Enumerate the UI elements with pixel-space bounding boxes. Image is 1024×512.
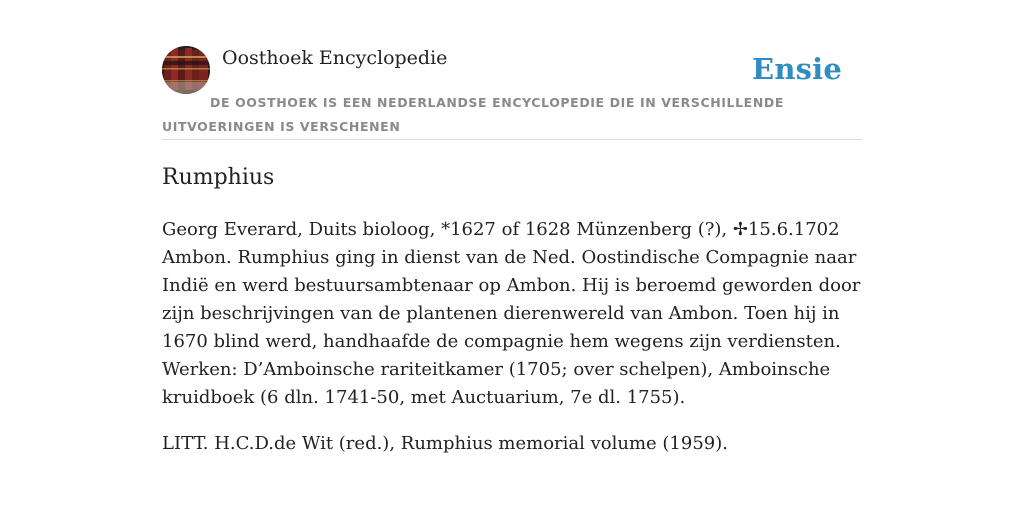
ensie-logo[interactable]: Ensie xyxy=(752,52,842,86)
article xyxy=(162,162,862,458)
site-title[interactable]: Oosthoek Encyclopedie xyxy=(222,47,448,69)
site-header xyxy=(162,46,862,140)
encyclopedia-books-icon[interactable] xyxy=(162,46,210,94)
article-literature: LITT. H.C.D.de Wit (red.), Rumphius memorial volume (1959). xyxy=(162,433,728,454)
article-body: Georg Everard, Duits bioloog, *1627 of 1628 Münzenberg (?), ✢15.6.1702 Ambon. Rumphius ging in dienst van de Ned. Oostindische Compagnie naar Indië en werd bestuursambtenaar op Ambon. Hij is beroemd geworden door zijn beschrijvingen van de plantenen dierenwereld van Ambon. Toen hij in 1670 blind werd, handhaafde de compagnie hem wegens zijn verdiensten. Werken: D’Amboinsche rariteitkamer (1705; over schelpen), Amboinsche kruidboek (6 dln. 1741-50, met Auctuarium, 7e dl. 1755). xyxy=(162,219,861,408)
site-tagline: DE OOSTHOEK IS EEN NEDERLANDSE ENCYCLOPEDIE DIE IN VERSCHILLENDE UITVOERINGEN IS VERSCHENEN xyxy=(162,95,784,134)
article-title: Rumphius xyxy=(162,165,275,190)
header-divider xyxy=(162,139,862,140)
